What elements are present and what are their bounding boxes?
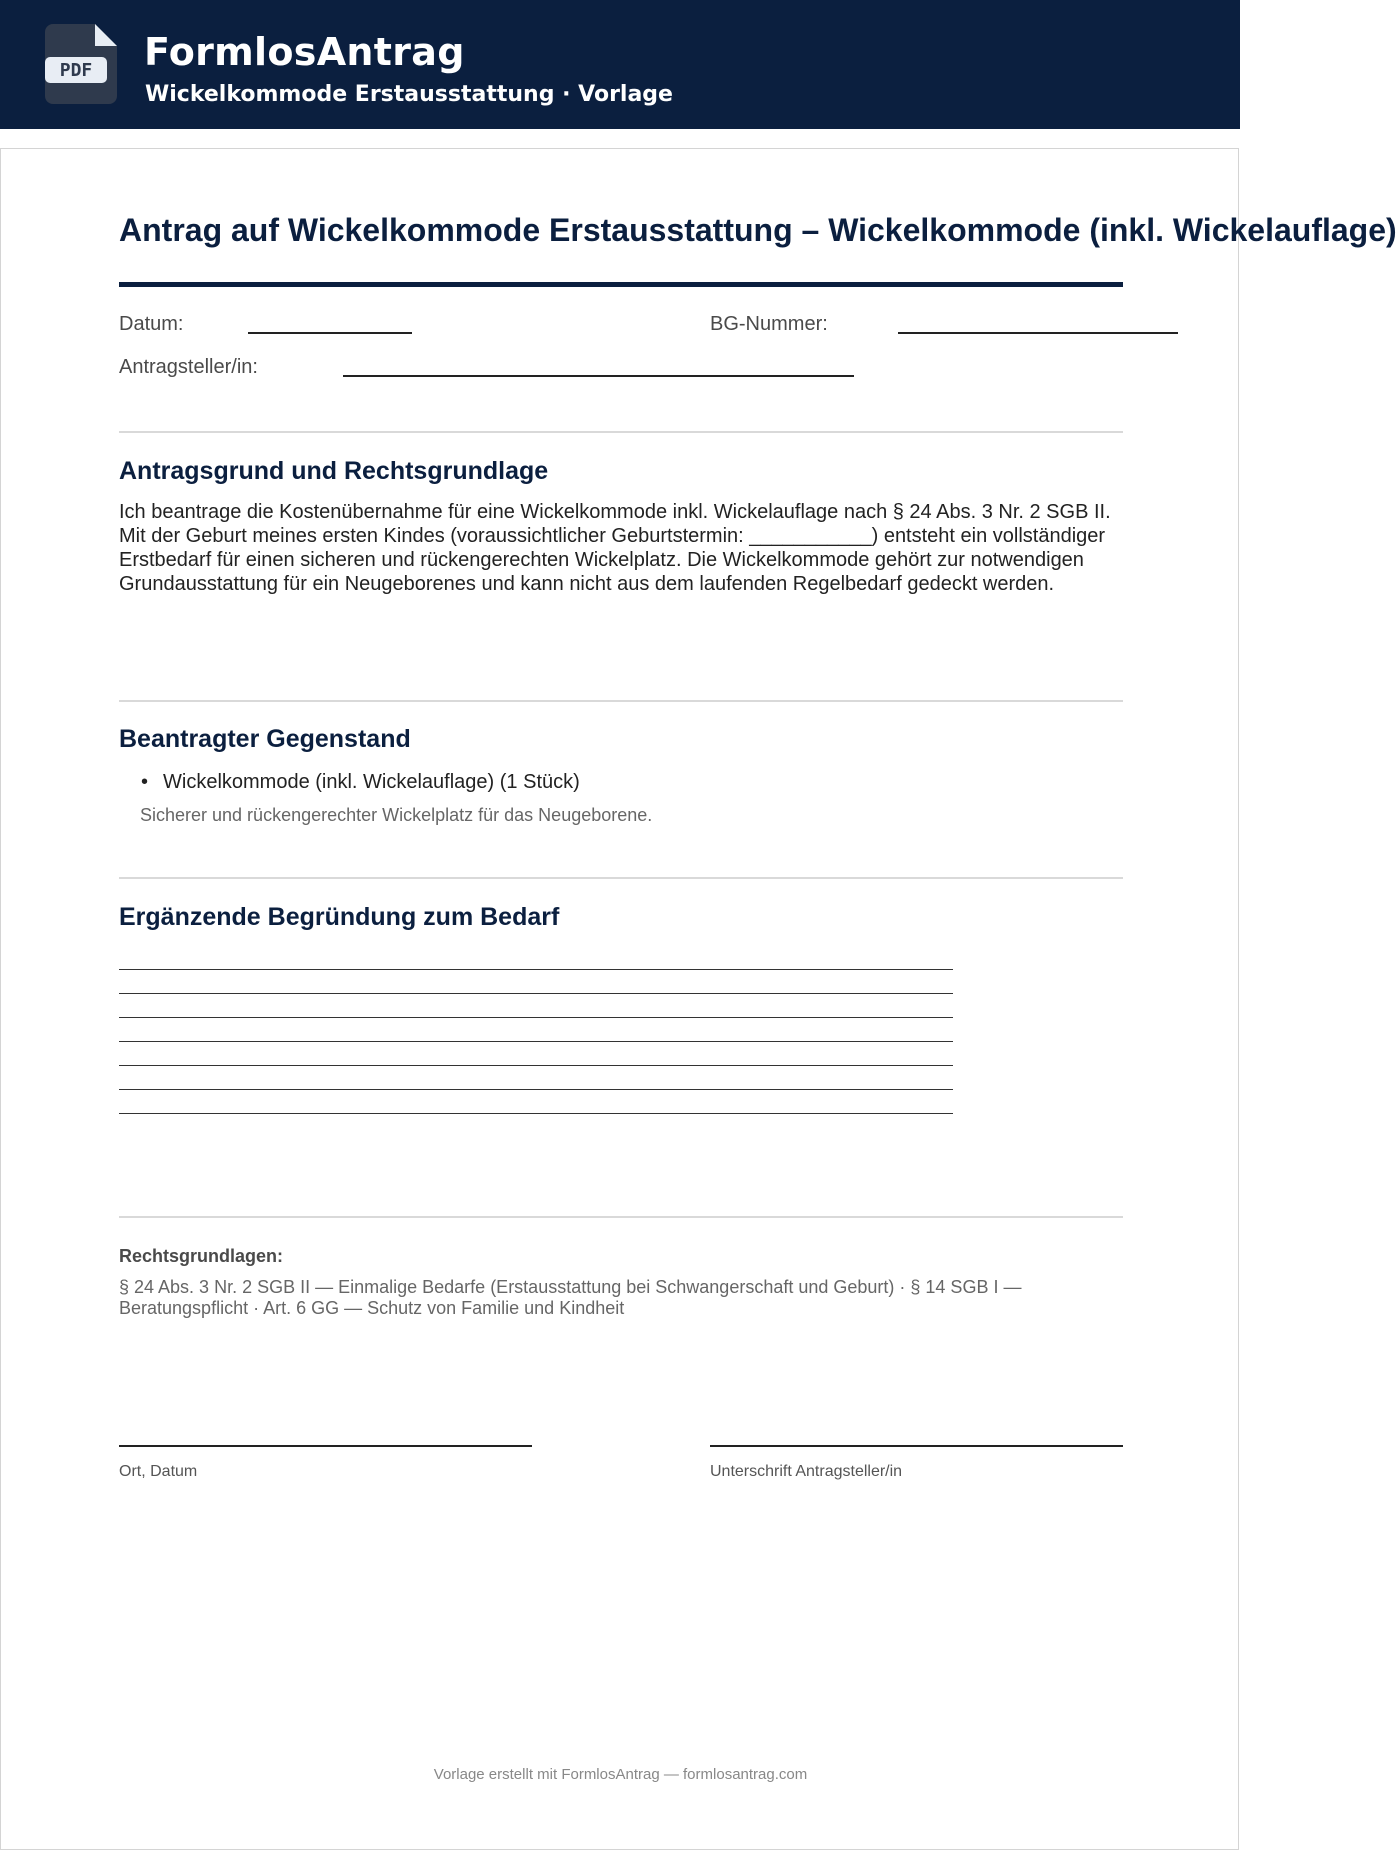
section-heading-justification: Ergänzende Begründung zum Bedarf bbox=[119, 903, 560, 931]
document-title: Antrag auf Wickelkommode Erstausstattung – Wickelkommode (inkl. Wickelauflage) bbox=[119, 212, 1397, 248]
bg-number-label: BG-Nummer: bbox=[710, 313, 828, 335]
justification-line[interactable] bbox=[119, 1113, 953, 1114]
bullet-glyph: • bbox=[141, 771, 149, 793]
title-underline bbox=[119, 282, 1123, 287]
item-note: Sicherer und rückengerechter Wickelplatz für das Neugeborene. bbox=[140, 805, 653, 825]
app-title: FormlosAntrag bbox=[144, 30, 465, 74]
section-divider bbox=[119, 700, 1123, 702]
list-item bbox=[141, 771, 580, 794]
section-divider bbox=[119, 431, 1123, 433]
reason-paragraph: Ich beantrage die Kostenübernahme für eine Wickelkommode inkl. Wickelauflage nach § 24 Abs. 3 Nr. 2 SGB II. Mit der Geburt meines ersten Kindes (voraussichtlicher Geburtstermin: ___________) entsteht ein vollständiger Erstbedarf für einen sicheren und rückengerechten Wickelplatz. Die Wickelkommode gehört zur notwendigen Grundausstattung für ein Neugeborenes und kann nicht aus dem laufenden Regelbedarf gedeckt werden. bbox=[119, 501, 1111, 595]
justification-line[interactable] bbox=[119, 993, 953, 994]
item-label: Wickelkommode (inkl. Wickelauflage) (1 Stück) bbox=[163, 771, 580, 793]
pdf-file-icon bbox=[45, 24, 117, 104]
place-date-caption: Ort, Datum bbox=[119, 1463, 198, 1480]
section-divider bbox=[119, 1216, 1123, 1218]
date-label: Datum: bbox=[119, 313, 184, 335]
justification-line[interactable] bbox=[119, 1041, 953, 1042]
pdf-icon-label: PDF bbox=[59, 60, 93, 81]
bg-number-field[interactable] bbox=[898, 332, 1178, 334]
date-field[interactable] bbox=[248, 332, 412, 334]
section-divider bbox=[119, 877, 1123, 879]
signature-caption: Unterschrift Antragsteller/in bbox=[710, 1463, 903, 1480]
document-page bbox=[0, 148, 1397, 1850]
signature-line[interactable] bbox=[710, 1445, 1123, 1447]
legal-text: § 24 Abs. 3 Nr. 2 SGB II — Einmalige Bedarfe (Erstausstattung bei Schwangerschaft und Geburt) · § 14 SGB I — Beratungspflicht · Art. 6 GG — Schutz von Familie und Kindheit bbox=[119, 1277, 1022, 1318]
app-subtitle: Wickelkommode Erstausstattung · Vorlage bbox=[145, 82, 673, 107]
app-header bbox=[0, 0, 1240, 129]
place-date-line[interactable] bbox=[119, 1445, 532, 1447]
section-heading-reason: Antragsgrund und Rechtsgrundlage bbox=[119, 457, 549, 485]
section-heading-item: Beantragter Gegenstand bbox=[119, 725, 411, 753]
page-footer: Vorlage erstellt mit FormlosAntrag — formlosantrag.com bbox=[433, 1766, 808, 1783]
justification-line[interactable] bbox=[119, 1065, 953, 1066]
applicant-field[interactable] bbox=[343, 375, 854, 377]
legal-heading: Rechtsgrundlagen: bbox=[119, 1246, 284, 1266]
justification-line[interactable] bbox=[119, 1089, 953, 1090]
justification-line[interactable] bbox=[119, 1017, 953, 1018]
applicant-label: Antragsteller/in: bbox=[119, 356, 258, 378]
justification-line[interactable] bbox=[119, 969, 953, 970]
